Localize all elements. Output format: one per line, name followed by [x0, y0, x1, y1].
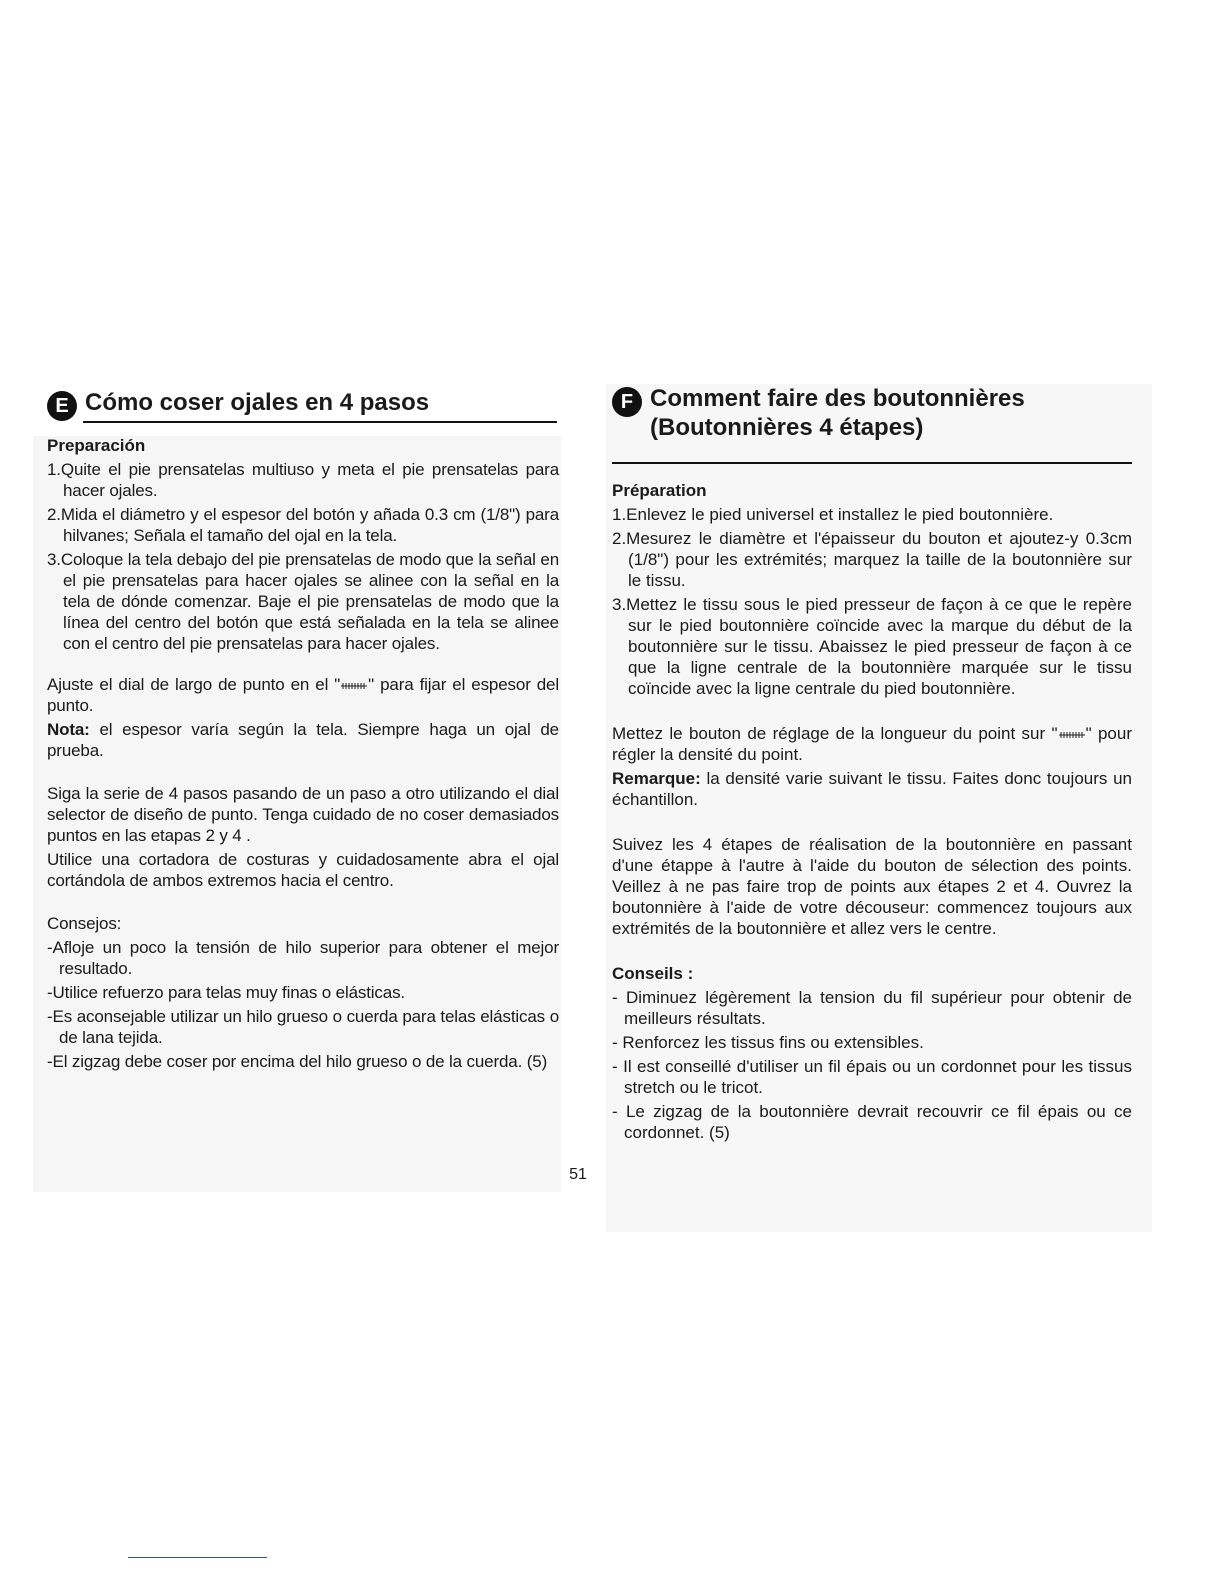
spanish-dial-text: Ajuste el dial de largo de punto en el " " para fijar el espesor del punto.: [47, 675, 559, 715]
buttonhole-stitch-icon: [1058, 730, 1086, 740]
french-title: Comment faire des boutonnières (Boutonnières 4 étapes): [650, 385, 1025, 441]
list-item: 2.Mesurez le diamètre et l'épaisseur du bouton et ajoutez-y 0.3cm (1/8") pour les extrémités; marquez la taille de la boutonnière sur le tissu.: [612, 529, 1132, 590]
spanish-prep-heading: Preparación: [47, 436, 146, 455]
french-tips: [612, 987, 1132, 1143]
spanish-title-rule: [83, 421, 557, 423]
spanish-dial-block: [47, 674, 559, 761]
french-title-rule: [612, 462, 1132, 464]
list-item: 3.Mettez le tissu sous le pied presseur de façon à ce que le repère sur le pied boutonnière coïncide avec la marque du début de la boutonnière sur le tissu. Abaissez le pied presseur de façon à ce que la ligne centrale de la boutonnière marquée sur le tissu coïncide avec la ligne centrale du pied boutonnière.: [612, 595, 1132, 698]
french-tips-block: [612, 963, 1132, 1143]
spanish-sequence-block: [47, 783, 559, 891]
spanish-header: [47, 388, 559, 421]
list-item: -Es aconsejable utilizar un hilo grueso o cuerda para telas elásticas o de lana tejida.: [47, 1007, 559, 1047]
spanish-tips-heading: Consejos:: [47, 914, 122, 933]
spanish-tips-block: [47, 913, 559, 1072]
french-section: [612, 384, 1132, 1146]
language-badge-es: E: [47, 391, 77, 421]
french-header: [612, 384, 1132, 442]
spanish-tips: [47, 937, 559, 1072]
list-item: 2.Mida el diámetro y el espesor del botón y añada 0.3 cm (1/8") para hilvanes; Señala el tamaño del ojal en la tela.: [47, 505, 559, 545]
list-item: -El zigzag debe coser por encima del hilo grueso o de la cuerda. (5): [47, 1052, 548, 1071]
list-item: 1.Enlevez le pied universel et installez le pied boutonnière.: [612, 505, 1054, 524]
spanish-steps: [47, 459, 559, 654]
french-dial-block: [612, 723, 1132, 810]
buttonhole-stitch-icon: [340, 681, 368, 691]
spanish-note: Nota: el espesor varía según la tela. Siempre haga un ojal de prueba.: [47, 720, 559, 760]
list-item: 1.Quite el pie prensatelas multiuso y meta el pie prensatelas para hacer ojales.: [47, 460, 559, 500]
list-item: - Renforcez les tissus fins ou extensibles.: [612, 1033, 924, 1052]
list-item: - Le zigzag de la boutonnière devrait recouvrir ce fil épais ou ce cordonnet. (5): [612, 1102, 1132, 1142]
list-item: - Il est conseillé d'utiliser un fil épais ou un cordonnet pour les tissus stretch ou le tricot.: [612, 1057, 1132, 1097]
french-sequence: Suivez les 4 étapes de réalisation de la boutonnière en passant d'une étappe à l'autre à l'aide du bouton de sélection des points. Veillez à ne pas faire trop de points aux étapes 2 et 4. Ouvrez la boutonnière à l'aide de votre découseur: commencez toujours aux extrémités de la boutonnière et allez vers le centre.: [612, 835, 1132, 938]
spanish-sequence-1: Siga la serie de 4 pasos pasando de un paso a otro utilizando el dial selector de diseño de punto. Tenga cuidado de no coser demasiados puntos en las etapas 2 y 4 .: [47, 784, 559, 845]
list-item: -Utilice refuerzo para telas muy finas o elásticas.: [47, 983, 405, 1002]
page-number: 51: [569, 1166, 587, 1183]
french-steps: [612, 504, 1132, 699]
language-badge-fr: F: [612, 387, 642, 417]
list-item: - Diminuez légèrement la tension du fil supérieur pour obtenir de meilleurs résultats.: [612, 988, 1132, 1028]
spanish-section: [47, 388, 559, 1075]
spanish-title: Cómo coser ojales en 4 pasos: [85, 389, 430, 416]
list-item: 3.Coloque la tela debajo del pie prensatelas de modo que la señal en el pie prensatelas para hacer ojales se alinee con la señal en la tela de dónde comenzar. Baje el pie prensatelas de modo que la línea del centro del botón que está señalada en la tela se alinee con el centro del pie prensatelas para hacer ojales.: [47, 550, 559, 653]
french-note: Remarque: la densité varie suivant le tissu. Faites donc toujours un échantillon.: [612, 769, 1132, 809]
list-item: -Afloje un poco la tensión de hilo superior para obtener el mejor resultado.: [47, 938, 559, 978]
french-dial-text: Mettez le bouton de réglage de la longueur du point sur " " pour régler la densité du point.: [612, 724, 1132, 764]
spanish-sequence-2: Utilice una cortadora de costuras y cuidadosamente abra el ojal cortándola de ambos extremos hacia el centro.: [47, 850, 559, 890]
bottom-rule: [128, 1557, 267, 1558]
french-prep-heading: Préparation: [612, 481, 707, 500]
french-sequence-block: [612, 834, 1132, 939]
french-tips-heading: Conseils :: [612, 964, 694, 983]
